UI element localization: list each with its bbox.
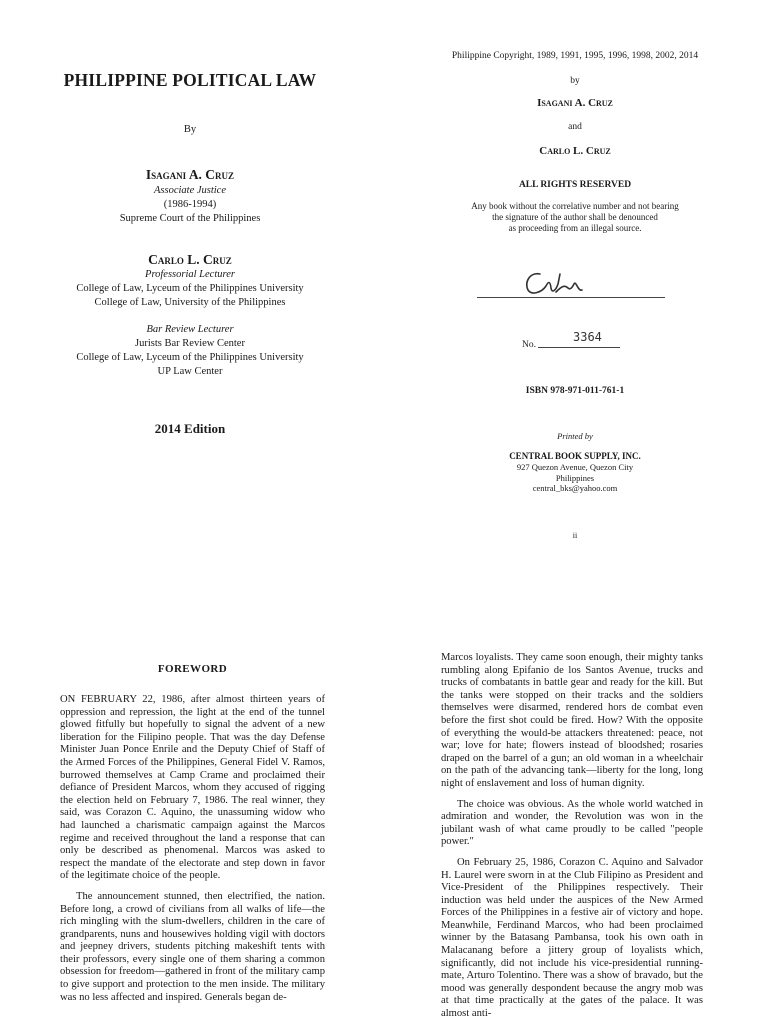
author2-affiliation: College of Law, University of the Philippines xyxy=(94,297,286,308)
foreword-paragraph: The announcement stunned, then electrified, the nation. Before long, a crowd of civilians from all walks of life—the rich mingling with the slum-dwellers, children in the care of grandparents, nuns and housewives holding vigil with doctors and jeepney drivers, students pitching makeshift tents with their professors, every single one of them sharing a common obsession for freedom—gathered in front of the military camp to give support and protection to the men inside. The military was no less affected and inspired. Generals began de- xyxy=(60,890,325,1003)
author1-name: Isagani A. Cruz xyxy=(145,167,235,182)
foreword-paragraph: The choice was obvious. As the whole world watched in admiration and wonder, the Revolution was won in the jubilant wash of what came proudly to be called "people power." xyxy=(441,798,703,848)
edition-label: 2014 Edition xyxy=(154,421,226,436)
author1-court: Supreme Court of the Philippines xyxy=(119,213,261,224)
author2-affiliation: Jurists Bar Review Center xyxy=(135,338,245,349)
signature-line xyxy=(477,297,665,298)
foreword-left-column xyxy=(60,694,325,1004)
printer-address: 927 Quezon Avenue, Quezon City xyxy=(516,462,634,472)
notice-line: Any book without the correlative number and not bearing xyxy=(471,201,679,211)
printer-name: CENTRAL BOOK SUPPLY, INC. xyxy=(509,451,641,461)
author1-years: (1986-1994) xyxy=(163,199,217,210)
printer-country: Philippines xyxy=(555,472,595,483)
copyright-page xyxy=(420,50,730,234)
author2-affiliation: College of Law, Lyceum of the Philippines University xyxy=(76,352,304,363)
copy-number: 3364 xyxy=(573,330,602,344)
number-line xyxy=(538,347,620,348)
title-page xyxy=(40,70,340,437)
page-number: ii xyxy=(572,531,578,540)
author2-affiliation: UP Law Center xyxy=(157,366,223,377)
isbn: ISBN 978-971-011-761-1 xyxy=(525,386,625,396)
notice-line: the signature of the author shall be denounced xyxy=(492,212,658,222)
author2-name: Carlo L. Cruz xyxy=(148,252,232,267)
author-signature-icon xyxy=(520,268,600,298)
copyright-line: Philippine Copyright, 1989, 1991, 1995, 1996, 1998, 2002, 2014 xyxy=(451,51,699,61)
author2-role: Professorial Lecturer xyxy=(145,269,235,280)
by-label: by xyxy=(570,76,580,86)
foreword-paragraph: Marcos loyalists. They came soon enough, their mighty tanks rumbling along Epifanio de los Santos Avenue, trucks and trucks of combatants in battle gear and ready for the kill. But the tanks were stopped on their tracks and the soldiers themselves were disarmed, rendered hors de combat even before the first shot could be fired. How? With the opposite of everything the would-be attackers threatened: peace, not war; love for hate; flowers instead of bloodshed; rosaries draped on the barrel of a gun; an old woman in a wheelchair on the path of the advancing tank—liberty for the long, long night of enslavement and loss of human dignity. xyxy=(441,652,703,789)
printer-block xyxy=(420,430,730,494)
foreword-heading: FOREWORD xyxy=(157,663,228,675)
author1-role: Associate Justice xyxy=(153,185,227,196)
foreword-paragraph: ON FEBRUARY 22, 1986, after almost thirteen years of oppression and repression, the light at the end of the tunnel glowed fitfully but hopefully to signal the advent of a new liberation for the Filipino people. That was the day Defense Minister Juan Ponce Enrile and the Deputy Chief of Staff of the Armed Forces of the Philippines, General Fidel V. Ramos, burrowed themselves at Camp Crame and proclaimed their defiance of President Marcos, whom they accused of rigging the election held on February 7, 1986. The real winner, they said, was Corazon C. Aquino, the unassuming widow who had launched a charismatic campaign against the Marcos regime and received throughout the land a response that can only be described as phenomenal. Marcos was asked to respect the mandate of the electorate and step down in favor of the legitimate choice of the people. xyxy=(60,694,325,882)
author2-name: Carlo L. Cruz xyxy=(539,145,611,157)
foreword-right-column xyxy=(441,652,703,1021)
author2-role-2: Bar Review Lecturer xyxy=(146,324,234,335)
by-label: By xyxy=(183,124,197,135)
author1-name: Isagani A. Cruz xyxy=(537,97,613,109)
book-title: PHILIPPINE POLITICAL LAW xyxy=(63,70,317,90)
printed-by-label: Printed by xyxy=(557,431,593,441)
author2-affiliation: College of Law, Lyceum of the Philippines University xyxy=(76,283,304,294)
rights-reserved: ALL RIGHTS RESERVED xyxy=(518,180,632,190)
and-label: and xyxy=(568,122,582,132)
printer-email: central_bks@yahoo.com xyxy=(532,483,618,493)
notice-line: as proceeding from an illegal source. xyxy=(508,223,642,233)
number-label: No. xyxy=(522,340,536,350)
foreword-paragraph: On February 25, 1986, Corazon C. Aquino and Salvador H. Laurel were sworn in at the Club Filipino as President and Vice-President of the Philippines respectively. Their induction was held under the auspices of the New Armed Forces of the Philippines in a festive air of victory and hope. Meanwhile, Ferdinand Marcos, who had been proclaimed winner by the Batasang Pambansa, took his own oath in Malacanang before a jittery group of loyalists which, significantly, did not include his vice-presidential running-mate, Arturo Tolentino. There was a show of bravado, but the mood was generally despondent because the angry mob was at that time practically at the gates of the palace. It was almost anti- xyxy=(441,856,703,1020)
